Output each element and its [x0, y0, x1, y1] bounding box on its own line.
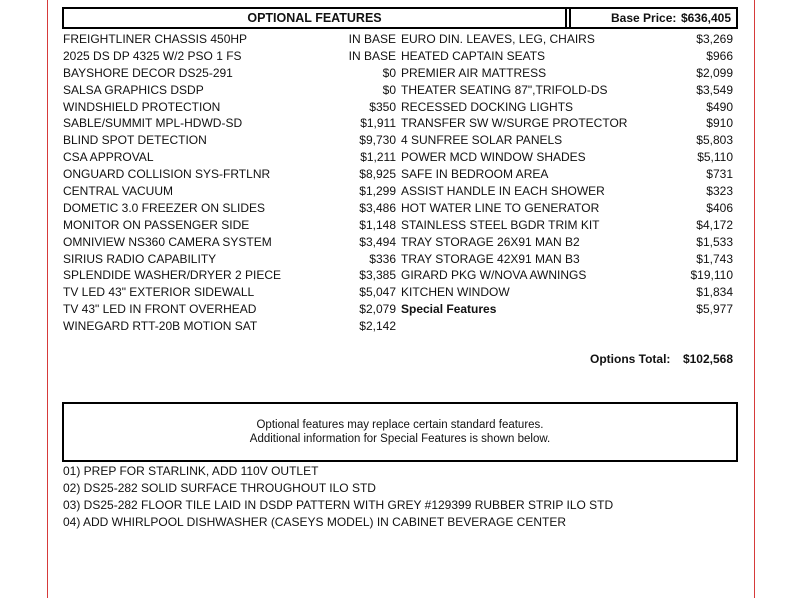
- option-price: $406: [706, 200, 733, 215]
- option-price: $3,385: [359, 268, 396, 283]
- option-row: [63, 284, 396, 301]
- option-price: $966: [706, 48, 733, 63]
- option-price: $8,925: [359, 167, 396, 182]
- option-row: [401, 217, 733, 234]
- option-name: TRAY STORAGE 26X91 MAN B2: [401, 234, 580, 249]
- option-price: $1,148: [359, 217, 396, 232]
- option-price: $5,803: [696, 133, 733, 148]
- option-price: $3,549: [696, 82, 733, 97]
- option-name: WINDSHIELD PROTECTION: [63, 99, 221, 114]
- option-name: CENTRAL VACUUM: [63, 184, 174, 199]
- option-name: SABLE/SUMMIT MPL-HDWD-SD: [63, 116, 243, 131]
- option-row: [63, 31, 396, 48]
- option-row: [63, 318, 396, 335]
- option-name: WINEGARD RTT-20B MOTION SAT: [63, 319, 258, 334]
- option-price: $1,299: [359, 184, 396, 199]
- notice-box: [62, 402, 738, 462]
- option-price: $2,079: [359, 302, 396, 317]
- option-row: [401, 284, 733, 301]
- option-row: [401, 149, 733, 166]
- option-row: [63, 267, 396, 284]
- option-name: ASSIST HANDLE IN EACH SHOWER: [401, 184, 605, 199]
- option-row: [401, 166, 733, 183]
- option-name: PREMIER AIR MATTRESS: [401, 65, 547, 80]
- option-name: RECESSED DOCKING LIGHTS: [401, 99, 574, 114]
- section-title: OPTIONAL FEATURES: [64, 9, 567, 27]
- option-name: BAYSHORE DECOR DS25-291: [63, 65, 233, 80]
- option-price: $5,047: [359, 285, 396, 300]
- option-row: [401, 65, 733, 82]
- option-price: $350: [369, 99, 396, 114]
- option-price: IN BASE: [348, 48, 396, 63]
- option-name: ONGUARD COLLISION SYS-FRTLNR: [63, 167, 271, 182]
- option-price: $1,211: [360, 150, 396, 165]
- special-note: 03) DS25-282 FLOOR TILE LAID IN DSDP PATTERN WITH GREY #129399 RUBBER STRIP ILO STD: [63, 498, 614, 512]
- header-row: [62, 7, 738, 29]
- option-price: $3,269: [696, 32, 733, 46]
- option-price: $5,977: [696, 302, 733, 317]
- option-name: DOMETIC 3.0 FREEZER ON SLIDES: [63, 200, 266, 215]
- option-name: HEATED CAPTAIN SEATS: [401, 48, 546, 63]
- option-row: [63, 132, 396, 149]
- option-name: Special Features: [401, 302, 497, 317]
- base-price-label: Base Price:: [611, 11, 677, 25]
- option-row: [401, 267, 733, 284]
- special-features-row: [401, 301, 733, 318]
- option-row: [63, 149, 396, 166]
- option-row: [63, 48, 396, 65]
- option-row: [401, 82, 733, 99]
- option-name: CSA APPROVAL: [63, 150, 154, 165]
- option-price: $336: [369, 251, 396, 266]
- option-row: [63, 234, 396, 251]
- option-name: OMNIVIEW NS360 CAMERA SYSTEM: [63, 234, 272, 249]
- option-name: MONITOR ON PASSENGER SIDE: [63, 217, 250, 232]
- option-price: $1,743: [696, 251, 733, 266]
- option-row: [63, 183, 396, 200]
- options-total-value: $102,568: [682, 352, 733, 366]
- option-name: BLIND SPOT DETECTION: [63, 133, 207, 148]
- option-name: SIRIUS RADIO CAPABILITY: [63, 251, 217, 266]
- base-price-value: $636,405: [680, 11, 731, 25]
- option-price: $323: [706, 184, 733, 199]
- options-total: [560, 352, 733, 368]
- option-name: POWER MCD WINDOW SHADES: [401, 150, 586, 165]
- option-row: [401, 251, 733, 268]
- option-row: [401, 200, 733, 217]
- option-name: STAINLESS STEEL BGDR TRIM KIT: [401, 217, 600, 232]
- option-name: EURO DIN. LEAVES, LEG, CHAIRS: [401, 32, 595, 46]
- option-row: [63, 115, 396, 132]
- option-name: SALSA GRAPHICS DSDP: [63, 82, 204, 97]
- option-row: [63, 301, 396, 318]
- option-price: $19,110: [690, 268, 733, 283]
- option-price: $1,533: [696, 234, 733, 249]
- option-name: 2025 DS DP 4325 W/2 PSO 1 FS: [63, 48, 242, 63]
- option-price: $2,099: [696, 65, 733, 80]
- options-total-label: Options Total:: [590, 352, 671, 366]
- option-name: 4 SUNFREE SOLAR PANELS: [401, 133, 563, 148]
- special-note: 02) DS25-282 SOLID SURFACE THROUGHOUT ILO STD: [63, 481, 376, 495]
- option-row: [63, 82, 396, 99]
- option-price: $1,911: [360, 116, 396, 131]
- option-price: $9,730: [359, 133, 396, 148]
- special-features-notes: [63, 463, 743, 531]
- option-name: SAFE IN BEDROOM AREA: [401, 167, 549, 182]
- option-price: $3,494: [359, 234, 396, 249]
- base-price-box: [569, 9, 736, 27]
- option-price: $731: [706, 167, 733, 182]
- option-name: TV LED 43" EXTERIOR SIDEWALL: [63, 285, 255, 300]
- option-price: $0: [382, 65, 396, 80]
- notice-line-2: Additional information for Special Features is shown below.: [249, 433, 551, 445]
- option-name: THEATER SEATING 87",TRIFOLD-DS: [401, 82, 608, 97]
- option-name: TRAY STORAGE 42X91 MAN B3: [401, 251, 580, 266]
- option-price: $910: [706, 116, 733, 131]
- option-row: [401, 115, 733, 132]
- option-row: [63, 65, 396, 82]
- option-row: [63, 217, 396, 234]
- option-row: [63, 200, 396, 217]
- option-name: TRANSFER SW W/SURGE PROTECTOR: [401, 116, 628, 131]
- option-row: [401, 234, 733, 251]
- option-name: TV 43" LED IN FRONT OVERHEAD: [63, 302, 257, 317]
- option-row: [401, 99, 733, 116]
- option-price: $5,110: [697, 150, 733, 165]
- option-price: IN BASE: [348, 32, 396, 46]
- option-row: [63, 166, 396, 183]
- option-price: $4,172: [696, 217, 733, 232]
- special-note: 01) PREP FOR STARLINK, ADD 110V OUTLET: [63, 464, 319, 478]
- option-row: [401, 31, 733, 48]
- option-price: $2,142: [359, 319, 396, 334]
- option-price: $3,486: [359, 200, 396, 215]
- option-name: FREIGHTLINER CHASSIS 450HP: [63, 32, 248, 46]
- option-price: $1,834: [696, 285, 733, 300]
- option-row: [401, 183, 733, 200]
- option-name: KITCHEN WINDOW: [401, 285, 510, 300]
- option-row: [401, 132, 733, 149]
- options-right-column: [401, 31, 733, 318]
- option-name: GIRARD PKG W/NOVA AWNINGS: [401, 268, 587, 283]
- option-price: $490: [706, 99, 733, 114]
- option-name: HOT WATER LINE TO GENERATOR: [401, 200, 600, 215]
- option-row: [401, 48, 733, 65]
- option-name: SPLENDIDE WASHER/DRYER 2 PIECE: [63, 268, 282, 283]
- special-note: 04) ADD WHIRLPOOL DISHWASHER (CASEYS MODEL) IN CABINET BEVERAGE CENTER: [63, 515, 566, 529]
- notice-line-1: Optional features may replace certain standard features.: [256, 419, 544, 431]
- options-left-column: [63, 31, 396, 335]
- option-price: $0: [382, 82, 396, 97]
- option-row: [63, 99, 396, 116]
- option-row: [63, 251, 396, 268]
